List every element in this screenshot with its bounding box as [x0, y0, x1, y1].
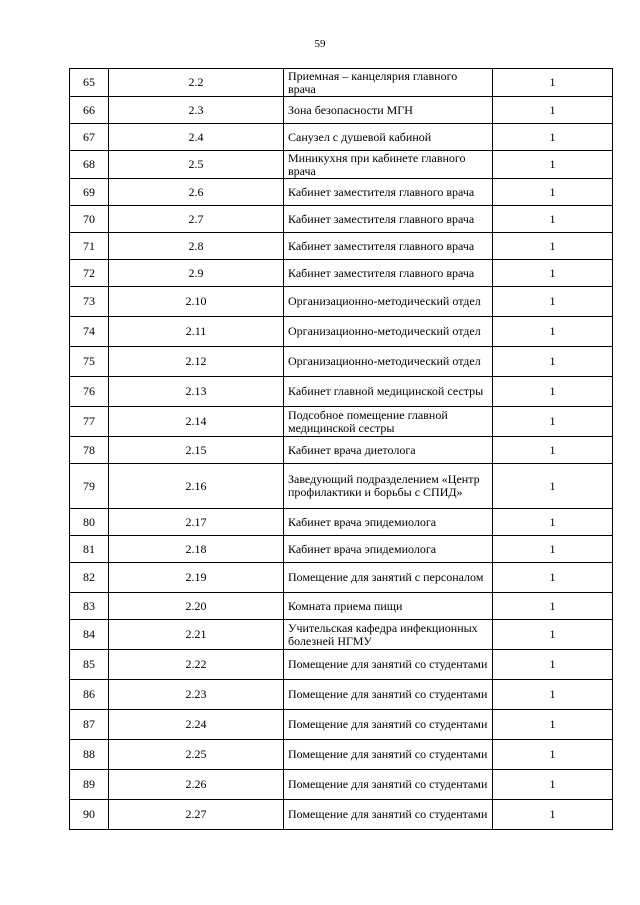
table-row: [70, 740, 613, 770]
cell-name: Комната приема пищи: [284, 593, 493, 620]
premises-table: [69, 68, 613, 830]
cell-qty: 1: [493, 710, 613, 740]
cell-qty: 1: [493, 69, 613, 97]
table-row: [70, 69, 613, 97]
cell-qty: 1: [493, 206, 613, 233]
table-row: [70, 151, 613, 179]
cell-name: Подсобное помещение главной медицинской сестры: [284, 407, 493, 437]
table-row: [70, 287, 613, 317]
table-row: [70, 800, 613, 830]
cell-name: Помещение для занятий со студентами: [284, 710, 493, 740]
cell-code: 2.26: [109, 770, 284, 800]
cell-num: 73: [70, 287, 109, 317]
cell-code: 2.17: [109, 509, 284, 536]
cell-name: Кабинет врача эпидемиолога: [284, 509, 493, 536]
cell-num: 69: [70, 179, 109, 206]
table-row: [70, 407, 613, 437]
cell-code: 2.24: [109, 710, 284, 740]
cell-code: 2.18: [109, 536, 284, 563]
cell-qty: 1: [493, 179, 613, 206]
table-row: [70, 260, 613, 287]
cell-num: 84: [70, 620, 109, 650]
cell-code: 2.12: [109, 347, 284, 377]
cell-code: 2.21: [109, 620, 284, 650]
table-row: [70, 464, 613, 509]
cell-num: 86: [70, 680, 109, 710]
table-row: [70, 509, 613, 536]
cell-code: 2.22: [109, 650, 284, 680]
cell-qty: 1: [493, 260, 613, 287]
cell-code: 2.11: [109, 317, 284, 347]
cell-code: 2.20: [109, 593, 284, 620]
cell-name: Кабинет главной медицинской сестры: [284, 377, 493, 407]
cell-code: 2.25: [109, 740, 284, 770]
cell-name: Организационно-методический отдел: [284, 317, 493, 347]
table-row: [70, 710, 613, 740]
cell-name: Помещение для занятий со студентами: [284, 680, 493, 710]
table-row: [70, 317, 613, 347]
cell-name: Заведующий подразделением «Центр профилактики и борьбы с СПИД»: [284, 464, 493, 509]
table-row: [70, 347, 613, 377]
cell-num: 68: [70, 151, 109, 179]
cell-num: 66: [70, 97, 109, 124]
table-row: [70, 620, 613, 650]
cell-qty: 1: [493, 536, 613, 563]
cell-num: 78: [70, 437, 109, 464]
cell-code: 2.6: [109, 179, 284, 206]
cell-code: 2.4: [109, 124, 284, 151]
cell-name: Организационно-методический отдел: [284, 347, 493, 377]
cell-num: 76: [70, 377, 109, 407]
cell-code: 2.3: [109, 97, 284, 124]
cell-code: 2.16: [109, 464, 284, 509]
cell-qty: 1: [493, 770, 613, 800]
table-row: [70, 179, 613, 206]
cell-qty: 1: [493, 593, 613, 620]
cell-name: Учительская кафедра инфекционных болезней НГМУ: [284, 620, 493, 650]
table-row: [70, 650, 613, 680]
cell-num: 82: [70, 563, 109, 593]
cell-num: 72: [70, 260, 109, 287]
table-row: [70, 124, 613, 151]
cell-code: 2.14: [109, 407, 284, 437]
cell-name: Санузел с душевой кабиной: [284, 124, 493, 151]
cell-num: 85: [70, 650, 109, 680]
cell-name: Организационно-методический отдел: [284, 287, 493, 317]
cell-code: 2.13: [109, 377, 284, 407]
cell-num: 74: [70, 317, 109, 347]
cell-num: 70: [70, 206, 109, 233]
cell-num: 80: [70, 509, 109, 536]
cell-qty: 1: [493, 680, 613, 710]
cell-qty: 1: [493, 464, 613, 509]
table-row: [70, 233, 613, 260]
cell-qty: 1: [493, 233, 613, 260]
cell-code: 2.9: [109, 260, 284, 287]
cell-num: 90: [70, 800, 109, 830]
cell-code: 2.10: [109, 287, 284, 317]
cell-code: 2.5: [109, 151, 284, 179]
cell-num: 81: [70, 536, 109, 563]
cell-qty: 1: [493, 740, 613, 770]
cell-num: 65: [70, 69, 109, 97]
cell-num: 75: [70, 347, 109, 377]
cell-name: Кабинет заместителя главного врача: [284, 206, 493, 233]
cell-num: 77: [70, 407, 109, 437]
table-row: [70, 770, 613, 800]
cell-name: Кабинет заместителя главного врача: [284, 233, 493, 260]
cell-num: 71: [70, 233, 109, 260]
cell-name: Кабинет заместителя главного врача: [284, 179, 493, 206]
cell-qty: 1: [493, 620, 613, 650]
table-row: [70, 437, 613, 464]
cell-name: Помещение для занятий со студентами: [284, 800, 493, 830]
cell-qty: 1: [493, 347, 613, 377]
cell-qty: 1: [493, 97, 613, 124]
table-row: [70, 680, 613, 710]
table-row: [70, 206, 613, 233]
cell-name: Кабинет заместителя главного врача: [284, 260, 493, 287]
cell-num: 67: [70, 124, 109, 151]
table-body: [70, 69, 613, 830]
cell-code: 2.7: [109, 206, 284, 233]
cell-qty: 1: [493, 800, 613, 830]
cell-num: 89: [70, 770, 109, 800]
cell-qty: 1: [493, 317, 613, 347]
page-number: 59: [314, 38, 326, 50]
cell-qty: 1: [493, 407, 613, 437]
cell-name: Приемная – канцелярия главного врача: [284, 69, 493, 97]
cell-num: 87: [70, 710, 109, 740]
cell-num: 83: [70, 593, 109, 620]
cell-qty: 1: [493, 151, 613, 179]
table-row: [70, 377, 613, 407]
cell-name: Кабинет врача эпидемиолога: [284, 536, 493, 563]
cell-name: Зона безопасности МГН: [284, 97, 493, 124]
cell-name: Помещение для занятий со студентами: [284, 650, 493, 680]
cell-name: Помещение для занятий со студентами: [284, 740, 493, 770]
cell-name: Кабинет врача диетолога: [284, 437, 493, 464]
cell-code: 2.8: [109, 233, 284, 260]
cell-code: 2.15: [109, 437, 284, 464]
cell-name: Помещение для занятий со студентами: [284, 770, 493, 800]
cell-name: Помещение для занятий с персоналом: [284, 563, 493, 593]
cell-code: 2.2: [109, 69, 284, 97]
cell-code: 2.23: [109, 680, 284, 710]
cell-qty: 1: [493, 650, 613, 680]
table-row: [70, 536, 613, 563]
cell-code: 2.19: [109, 563, 284, 593]
cell-qty: 1: [493, 124, 613, 151]
table-row: [70, 563, 613, 593]
cell-num: 88: [70, 740, 109, 770]
table-row: [70, 593, 613, 620]
cell-name: Миникухня при кабинете главного врача: [284, 151, 493, 179]
table-row: [70, 97, 613, 124]
cell-qty: 1: [493, 437, 613, 464]
cell-code: 2.27: [109, 800, 284, 830]
cell-qty: 1: [493, 563, 613, 593]
cell-qty: 1: [493, 287, 613, 317]
cell-qty: 1: [493, 377, 613, 407]
cell-qty: 1: [493, 509, 613, 536]
cell-num: 79: [70, 464, 109, 509]
